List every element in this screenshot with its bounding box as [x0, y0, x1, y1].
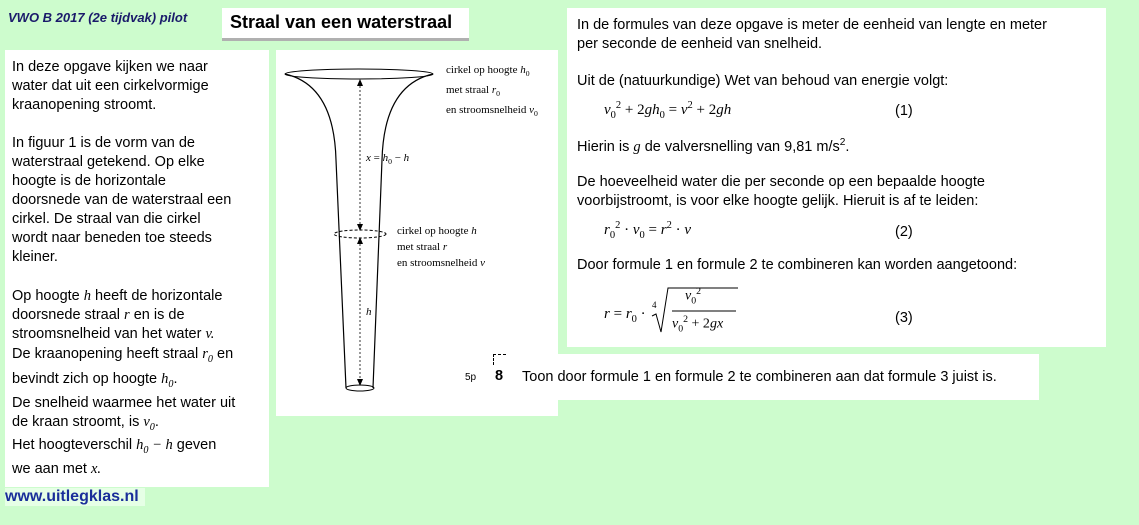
- intro-line: waterstraal getekend. Op elke: [12, 154, 205, 170]
- intro-line: In deze opgave kijken we naar: [12, 59, 208, 75]
- middle-circle: [334, 230, 386, 238]
- website-link[interactable]: www.uitlegklas.nl: [5, 488, 145, 506]
- energy-line: Uit de (natuurkundige) Wet van behoud van energie volgt:: [577, 73, 949, 89]
- page-title: Straal van een waterstraal: [230, 12, 453, 32]
- formula-2: $r_0^2 \cdot v_0 = r^2 \cdot v$: [604, 220, 691, 241]
- intro-line: cirkel. De straal van die cirkel: [12, 211, 201, 227]
- intro-line: we aan met x.: [12, 461, 102, 477]
- intro-line: bevindt zich op hoogte $h_0$.: [12, 371, 178, 390]
- amount-line: De hoeveelheid water die per seconde op een bepaalde hoogte: [577, 174, 985, 190]
- mid-circle-label: cirkel op hoogte h met straal r en stroomsnelheid v: [397, 225, 485, 269]
- intro-line: hoogte is de horizontale: [12, 173, 166, 189]
- formula-2-number: (2): [895, 224, 913, 240]
- intro-line: stroomsnelheid van het water v.: [12, 326, 215, 342]
- question-number: 8: [495, 368, 504, 384]
- stream-left-edge: [285, 74, 346, 388]
- combine-line: Door formule 1 en formule 2 te combineren kan worden aangetoond:: [577, 257, 1018, 273]
- intro-line: doorsnede straal r en is de: [12, 307, 185, 323]
- intro-line: kleiner.: [12, 249, 58, 265]
- intro-line: kraanopening stroomt.: [12, 97, 157, 113]
- exam-label: VWO B 2017 (2e tijdvak) pilot: [8, 10, 188, 25]
- intro-line: Op hoogte h heeft de horizontale: [12, 288, 223, 304]
- formula-3: $r = r_0$ · 4 $v_0^2$ $v_0^2 + 2gx$: [604, 284, 804, 339]
- intro-line: Het hoogteverschil $h_0 - h$ geven: [12, 437, 217, 456]
- formula-1-number: (1): [895, 103, 913, 119]
- intro-line: doorsnede van de waterstraal een: [12, 192, 232, 208]
- g-line: Hierin is g de valversnelling van 9,81 $m/s^2$.: [577, 137, 850, 155]
- arrow-head: [357, 237, 363, 244]
- intro-line: wordt naar beneden toe steeds: [12, 230, 212, 246]
- question-marker: [493, 354, 506, 365]
- title-box: [222, 8, 469, 41]
- question-text: Toon door formule 1 en formule 2 te combineren aan dat formule 3 juist is.: [522, 369, 997, 385]
- top-circle: [285, 69, 433, 79]
- top-circle-label: cirkel op hoogte $h_0$ met straal $r_0$ en stroomsnelheid $v_0$: [446, 64, 538, 119]
- formula-3-number: (3): [895, 310, 913, 326]
- arrow-head: [357, 79, 363, 86]
- intro-line: de kraan stroomt, is $v_0$.: [12, 414, 159, 433]
- h-label: h: [366, 306, 372, 318]
- intro-line: In figuur 1 is de vorm van de: [12, 135, 195, 151]
- intro-line: In de formules van deze opgave is meter de eenheid van lengte en meter: [577, 17, 1047, 33]
- question-panel: [455, 354, 1039, 400]
- formula-panel: [567, 8, 1106, 347]
- intro-line: water dat uit een cirkelvormige: [12, 78, 209, 94]
- x-label: $x = h_0 - h$: [366, 152, 410, 167]
- formula-1: $v_0^2 + 2gh_0 = v^2 + 2gh$: [604, 100, 732, 121]
- intro-line: De snelheid waarmee het water uit: [12, 395, 236, 411]
- intro-text-panel: [5, 50, 269, 487]
- intro-line: per seconde de eenheid van snelheid.: [577, 36, 823, 52]
- question-points: 5p: [465, 372, 477, 383]
- intro-line: De kraanopening heeft straal $r_0$ en: [12, 346, 234, 365]
- amount-line: voorbijstroomt, is voor elke hoogte gelijk. Hieruit is af te leiden:: [577, 193, 979, 209]
